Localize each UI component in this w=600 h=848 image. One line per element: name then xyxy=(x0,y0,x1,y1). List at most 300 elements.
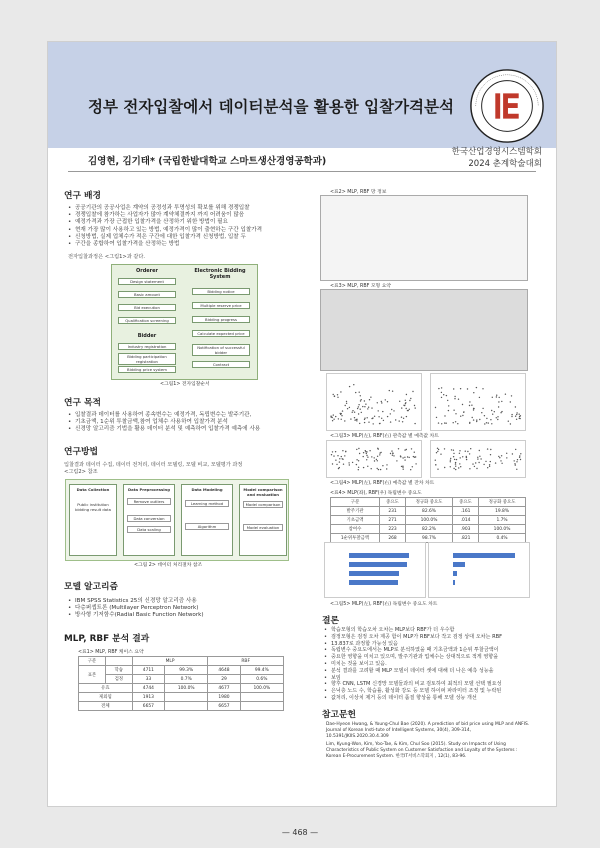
scatter-point xyxy=(436,452,437,453)
scatter-point xyxy=(367,408,368,409)
scatter-point xyxy=(514,460,515,461)
scatter-point xyxy=(382,411,383,412)
scatter-point xyxy=(358,460,359,461)
scatter-point xyxy=(455,413,456,414)
scatter-mlp-observed xyxy=(326,373,422,431)
scatter-point xyxy=(395,419,396,420)
scatter-point xyxy=(490,461,491,462)
scatter-point xyxy=(348,462,349,463)
method-text-2: <그림2> 참조 xyxy=(64,469,98,475)
scatter-point xyxy=(444,467,445,468)
scatter-point xyxy=(341,419,342,420)
scatter-point xyxy=(381,402,382,403)
scatter-point xyxy=(342,450,343,451)
scatter-point xyxy=(342,410,343,411)
scatter-point xyxy=(469,453,470,454)
scatter-point xyxy=(360,400,361,401)
bar xyxy=(349,562,407,567)
scatter-point xyxy=(363,456,364,457)
table2-caption: <표2> MLP, RBF 망 정보 xyxy=(330,190,387,195)
scatter-point xyxy=(412,466,413,467)
scatter-point xyxy=(506,453,507,454)
scatter-point xyxy=(477,458,478,459)
scatter-point xyxy=(340,413,341,414)
scatter-point xyxy=(352,410,353,411)
scatter-point xyxy=(387,416,388,417)
scatter-point xyxy=(356,459,357,460)
scatter-point xyxy=(479,456,480,457)
scatter-point xyxy=(476,387,477,388)
list-item: • 예정가격과 가장 근접한 입찰가격을 산정하기 위한 방법이 필요 xyxy=(68,219,262,226)
scatter-point xyxy=(453,388,454,389)
scatter-point xyxy=(380,469,381,470)
scatter-point xyxy=(370,397,371,398)
scatter-point xyxy=(446,423,447,424)
scatter-point xyxy=(399,420,400,421)
scatter-point xyxy=(491,423,492,424)
scatter-point xyxy=(352,462,353,463)
table-header: 정규화 중요도 xyxy=(406,498,453,507)
scatter-point xyxy=(410,398,411,399)
scatter-point xyxy=(453,456,454,457)
scatter-point xyxy=(409,409,410,410)
scatter-point xyxy=(458,467,459,468)
scatter-point xyxy=(487,467,488,468)
scatter-point xyxy=(341,456,342,457)
scatter-point xyxy=(444,422,445,423)
scatter-point xyxy=(453,468,454,469)
scatter-point xyxy=(368,422,369,423)
scatter-point xyxy=(358,413,359,414)
scatter-point xyxy=(484,423,485,424)
scatter-point xyxy=(356,464,357,465)
list-item: • 기초금액, 1순위 투찰금액,참여 업체수 사용하여 입찰가격 분석 xyxy=(68,419,260,426)
step-data-collection xyxy=(69,484,117,556)
scatter-point xyxy=(519,414,520,415)
scatter-point xyxy=(402,467,403,468)
scatter-point xyxy=(409,400,410,401)
table-cell: .014 xyxy=(452,516,478,525)
importance-bar-mlp xyxy=(324,542,426,598)
table-cell: 4677 xyxy=(208,684,240,693)
scatter-point xyxy=(516,412,517,413)
scatter-point xyxy=(404,457,405,458)
scatter-point xyxy=(514,463,515,464)
table-cell: 29 xyxy=(208,675,240,684)
scatter-points xyxy=(327,374,421,430)
scatter-point xyxy=(517,459,518,460)
flow-bidder-label: Bidder xyxy=(137,333,157,339)
scatter-point xyxy=(390,453,391,454)
scatter-point xyxy=(335,451,336,452)
flow-box: Bidding participation registration xyxy=(118,353,176,365)
scatter-point xyxy=(481,412,482,413)
table-cell: .903 xyxy=(452,525,478,534)
scatter-point xyxy=(332,463,333,464)
scatter-point xyxy=(393,410,394,411)
flow-box: Industry registration xyxy=(118,343,176,350)
method-text-1: 입찰결과 데이터 수집, 데이터 전처리, 데이터 모델링, 모델 비교, 모델평가 과정 xyxy=(64,462,243,468)
table-header: 구분 xyxy=(79,657,106,666)
scatter-point xyxy=(364,422,365,423)
importance-bars xyxy=(325,543,425,597)
scatter-point xyxy=(339,461,340,462)
table-cell: 98.7% xyxy=(406,534,453,543)
bar xyxy=(453,553,515,558)
scatter-point xyxy=(476,421,477,422)
scatter-point xyxy=(387,401,388,402)
scatter-point xyxy=(367,417,368,418)
scatter-point xyxy=(459,453,460,454)
table-row xyxy=(79,702,284,711)
table2-network-info xyxy=(320,195,528,281)
bar xyxy=(453,580,455,585)
scatter-point xyxy=(486,422,487,423)
flow-box: Basic amount xyxy=(118,291,176,298)
list-item: • 값처리, 이상치 제거 등의 데이터 품질 향상을 통해 모델 성능 개선 xyxy=(324,695,502,702)
scatter-point xyxy=(515,416,516,417)
scatter-point xyxy=(414,423,415,424)
scatter-point xyxy=(498,456,499,457)
scatter-point xyxy=(520,459,521,460)
step-item: Model evaluation xyxy=(243,524,283,531)
scatter-point xyxy=(404,459,405,460)
fig4-caption: <그림4> MLP(左), RBF(右) 예측값 별 잔차 차트 xyxy=(330,481,435,486)
table-header-row xyxy=(79,657,284,666)
scatter-point xyxy=(401,417,402,418)
scatter-point xyxy=(386,464,387,465)
table-cell: 0.7% xyxy=(165,675,208,684)
table3-caption: <표3> MLP, RBF 모형 요약 xyxy=(330,284,391,289)
table-cell: 4744 xyxy=(132,684,164,693)
scatter-point xyxy=(399,401,400,402)
scatter-point xyxy=(519,455,520,456)
conclusion-bullets xyxy=(324,627,502,702)
scatter-point xyxy=(492,397,493,398)
scatter-point xyxy=(515,464,516,465)
scatter-point xyxy=(515,449,516,450)
scatter-point xyxy=(330,416,331,417)
scatter-point xyxy=(332,417,333,418)
scatter-point xyxy=(501,455,502,456)
scatter-point xyxy=(354,412,355,413)
table-cell: 99.4% xyxy=(240,666,283,675)
bar xyxy=(453,571,457,576)
scatter-point xyxy=(487,448,488,449)
scatter-point xyxy=(376,459,377,460)
scatter-point xyxy=(349,407,350,408)
flow-box: Calculate expected price xyxy=(192,330,250,337)
scatter-point xyxy=(455,466,456,467)
scatter-point xyxy=(356,420,357,421)
scatter-point xyxy=(365,404,366,405)
scatter-point xyxy=(408,410,409,411)
scatter-point xyxy=(501,463,502,464)
scatter-point xyxy=(443,394,444,395)
scatter-point xyxy=(369,399,370,400)
scatter-point xyxy=(341,415,342,416)
table4-caption: <표4> MLP(좌), RBF(우) 독립변수 중요도 xyxy=(330,491,422,496)
scatter-point xyxy=(355,392,356,393)
scatter-point xyxy=(335,416,336,417)
scatter-point xyxy=(500,412,501,413)
scatter-point xyxy=(489,464,490,465)
scatter-point xyxy=(484,415,485,416)
scatter-point xyxy=(371,407,372,408)
scatter-point xyxy=(469,423,470,424)
table-header: RBF xyxy=(208,657,284,666)
scatter-point xyxy=(482,408,483,409)
scatter-point xyxy=(349,464,350,465)
table-cell: 100.0% xyxy=(240,684,283,693)
step-item: Data conversion xyxy=(127,515,171,522)
table-cell: 19.8% xyxy=(479,507,526,516)
flow-box: Bidding price system xyxy=(118,366,176,373)
list-item: • 신청방법, 실제 업체수가 적은 구간에 대한 입찰가격 신청방법, 입찰 두 xyxy=(68,234,262,241)
table-cell: 4648 xyxy=(208,666,240,675)
residual-points xyxy=(431,441,525,477)
scatter-point xyxy=(453,422,454,423)
scatter-point xyxy=(333,414,334,415)
scatter-point xyxy=(469,468,470,469)
scatter-point xyxy=(496,395,497,396)
scatter-point xyxy=(383,420,384,421)
step-title: Model comparison and evaluation xyxy=(243,487,283,497)
scatter-point xyxy=(488,422,489,423)
scatter-point xyxy=(510,401,511,402)
scatter-point xyxy=(359,392,360,393)
scatter-point xyxy=(406,416,407,417)
scatter-point xyxy=(390,413,391,414)
scatter-point xyxy=(501,411,502,412)
step-model-comparison xyxy=(239,484,287,556)
scatter-point xyxy=(406,408,407,409)
scatter-point xyxy=(334,396,335,397)
table-header xyxy=(105,657,132,666)
scatter-point xyxy=(475,462,476,463)
step-title: Data Preprocessing xyxy=(128,487,170,492)
table-cell: 1.7% xyxy=(479,516,526,525)
scatter-point xyxy=(357,408,358,409)
scatter-point xyxy=(332,451,333,452)
table3-model-summary xyxy=(320,289,528,371)
scatter-point xyxy=(396,460,397,461)
scatter-point xyxy=(333,394,334,395)
scatter-point xyxy=(378,410,379,411)
scatter-point xyxy=(444,415,445,416)
scatter-point xyxy=(331,454,332,455)
scatter-point xyxy=(391,450,392,451)
scatter-point xyxy=(344,455,345,456)
authors: 김영현, 김기태* (국립한밭대학교 스마트생산경영공학과) xyxy=(88,156,327,167)
residual-points xyxy=(327,441,421,477)
scatter-point xyxy=(454,459,455,460)
scatter-point xyxy=(381,401,382,402)
scatter-point xyxy=(339,458,340,459)
scatter-point xyxy=(349,386,350,387)
heading-method: 연구방법 xyxy=(64,447,98,457)
scatter-point xyxy=(462,404,463,405)
scatter-point xyxy=(369,450,370,451)
scatter-point xyxy=(516,419,517,420)
scatter-point xyxy=(469,401,470,402)
scatter-point xyxy=(519,418,520,419)
scatter-point xyxy=(350,418,351,419)
scatter-point xyxy=(462,415,463,416)
table-cell: 231 xyxy=(379,507,405,516)
scatter-point xyxy=(401,466,402,467)
list-item: • 현재 가장 많이 사용하고 있는 방법, 예정가격이 많이 출현하는 구간 입찰가격 xyxy=(68,227,262,234)
scatter-point xyxy=(511,395,512,396)
scatter-point xyxy=(378,469,379,470)
scatter-point xyxy=(415,456,416,457)
scatter-point xyxy=(441,423,442,424)
table-row xyxy=(79,684,284,693)
table-cell: 발주기관 xyxy=(331,507,380,516)
scatter-point xyxy=(473,409,474,410)
scatter-point xyxy=(458,399,459,400)
table-cell: 표본 xyxy=(79,666,106,684)
scatter-point xyxy=(414,452,415,453)
scatter-point xyxy=(450,461,451,462)
table-cell: 33 xyxy=(132,675,164,684)
model-bullets xyxy=(68,598,204,620)
scatter-point xyxy=(506,457,507,458)
scatter-point xyxy=(441,392,442,393)
scatter-point xyxy=(374,460,375,461)
scatter-point xyxy=(438,449,439,450)
scatter-point xyxy=(379,423,380,424)
scatter-point xyxy=(413,456,414,457)
scatter-point xyxy=(335,460,336,461)
list-item: • 입찰결과 데이터를 사용하여 종속변수는 예정가격, 독립변수는 발주기관, xyxy=(68,412,260,419)
table-cell: .161 xyxy=(452,507,478,516)
scatter-point xyxy=(358,448,359,449)
list-item: • 향후 CNN, LSTM 신경망 모델들과의 비교 검토하여 최적의 모델 선택 필요성 xyxy=(324,681,502,688)
society-logo xyxy=(468,67,546,145)
table-row xyxy=(331,516,526,525)
scatter-point xyxy=(467,451,468,452)
scatter-point xyxy=(392,452,393,453)
scatter-points xyxy=(431,374,525,430)
scatter-point xyxy=(358,404,359,405)
flow-box: Contract xyxy=(192,361,250,368)
fig1-caption: <그림1> 전자입찰순서 xyxy=(160,382,210,387)
scatter-point xyxy=(476,468,477,469)
scatter-point xyxy=(454,398,455,399)
heading-background: 연구 배경 xyxy=(64,191,102,201)
scatter-point xyxy=(343,464,344,465)
scatter-point xyxy=(512,453,513,454)
scatter-point xyxy=(338,418,339,419)
list-item: • 분석 결과를 고려할 때 MLP 모델이 데이터 셋에 대해 더 나은 예측 성능을 xyxy=(324,668,502,675)
scatter-point xyxy=(486,418,487,419)
scatter-point xyxy=(354,420,355,421)
scatter-point xyxy=(497,419,498,420)
step-data-modeling xyxy=(181,484,233,556)
scatter-point xyxy=(450,466,451,467)
importance-bar-rbf xyxy=(428,542,530,598)
scatter-point xyxy=(362,406,363,407)
table-header: 구분 xyxy=(331,498,380,507)
scatter-point xyxy=(377,460,378,461)
scatter-point xyxy=(520,453,521,454)
table-cell: 268 xyxy=(379,534,405,543)
scatter-point xyxy=(455,469,456,470)
scatter-point xyxy=(373,423,374,424)
scatter-point xyxy=(444,448,445,449)
scatter-point xyxy=(499,397,500,398)
conference-society: 한국산업경영시스템학회 xyxy=(451,147,542,157)
scatter-point xyxy=(480,458,481,459)
scatter-point xyxy=(511,416,512,417)
scatter-point xyxy=(440,454,441,455)
heading-references: 참고문헌 xyxy=(322,710,356,720)
list-item: • 은닉층 노드 수, 학습률, 활성화 강도 등 모델 하이퍼 파라미터 조정 및 누락된 xyxy=(324,688,502,695)
table-row xyxy=(331,507,526,516)
scatter-point xyxy=(478,462,479,463)
list-item: • IBM SPSS Statistics 25의 신경망 알고리즘 사용 xyxy=(68,598,204,605)
scatter-point xyxy=(516,414,517,415)
scatter-point xyxy=(356,449,357,450)
table-cell: 학습 xyxy=(105,666,132,675)
table1-caption: <표1> MLP, RBF 케이스 요약 xyxy=(78,650,144,655)
table-header: MLP xyxy=(132,657,208,666)
scatter-point xyxy=(372,417,373,418)
scatter-point xyxy=(479,450,480,451)
scatter-point xyxy=(496,417,497,418)
scatter-point xyxy=(381,418,382,419)
scatter-point xyxy=(346,401,347,402)
scatter-point xyxy=(337,394,338,395)
scatter-point xyxy=(474,466,475,467)
scatter-point xyxy=(470,448,471,449)
bar xyxy=(349,571,399,576)
scatter-point xyxy=(361,412,362,413)
table-cell xyxy=(240,702,283,711)
scatter-point xyxy=(469,405,470,406)
scatter-point xyxy=(494,411,495,412)
scatter-point xyxy=(411,448,412,449)
table-cell xyxy=(165,693,208,702)
figure-process xyxy=(65,479,289,561)
background-note: 전자입찰과정은 <그림1>과 같다. xyxy=(68,254,146,260)
table-cell: .821 xyxy=(452,534,478,543)
flow-orderer-label: Orderer xyxy=(135,268,158,274)
table-cell: 223 xyxy=(379,525,405,534)
page-number: — 468 — xyxy=(281,828,319,837)
scatter-point xyxy=(337,455,338,456)
scatter-point xyxy=(406,449,407,450)
scatter-point xyxy=(462,456,463,457)
step-item: Remove outliers xyxy=(127,498,171,505)
scatter-point xyxy=(402,421,403,422)
scatter-point xyxy=(515,406,516,407)
table-cell: 0.6% xyxy=(240,675,283,684)
table-cell: 유효 xyxy=(79,684,133,693)
table-cell: 82.6% xyxy=(406,507,453,516)
background-bullets xyxy=(68,205,262,248)
table-cell: 검정 xyxy=(105,675,132,684)
heading-purpose: 연구 목적 xyxy=(64,398,102,408)
scatter-point xyxy=(385,399,386,400)
scatter-point xyxy=(498,401,499,402)
poster xyxy=(47,41,557,807)
scatter-point xyxy=(510,423,511,424)
scatter-point xyxy=(347,408,348,409)
scatter-point xyxy=(477,457,478,458)
scatter-point xyxy=(402,457,403,458)
